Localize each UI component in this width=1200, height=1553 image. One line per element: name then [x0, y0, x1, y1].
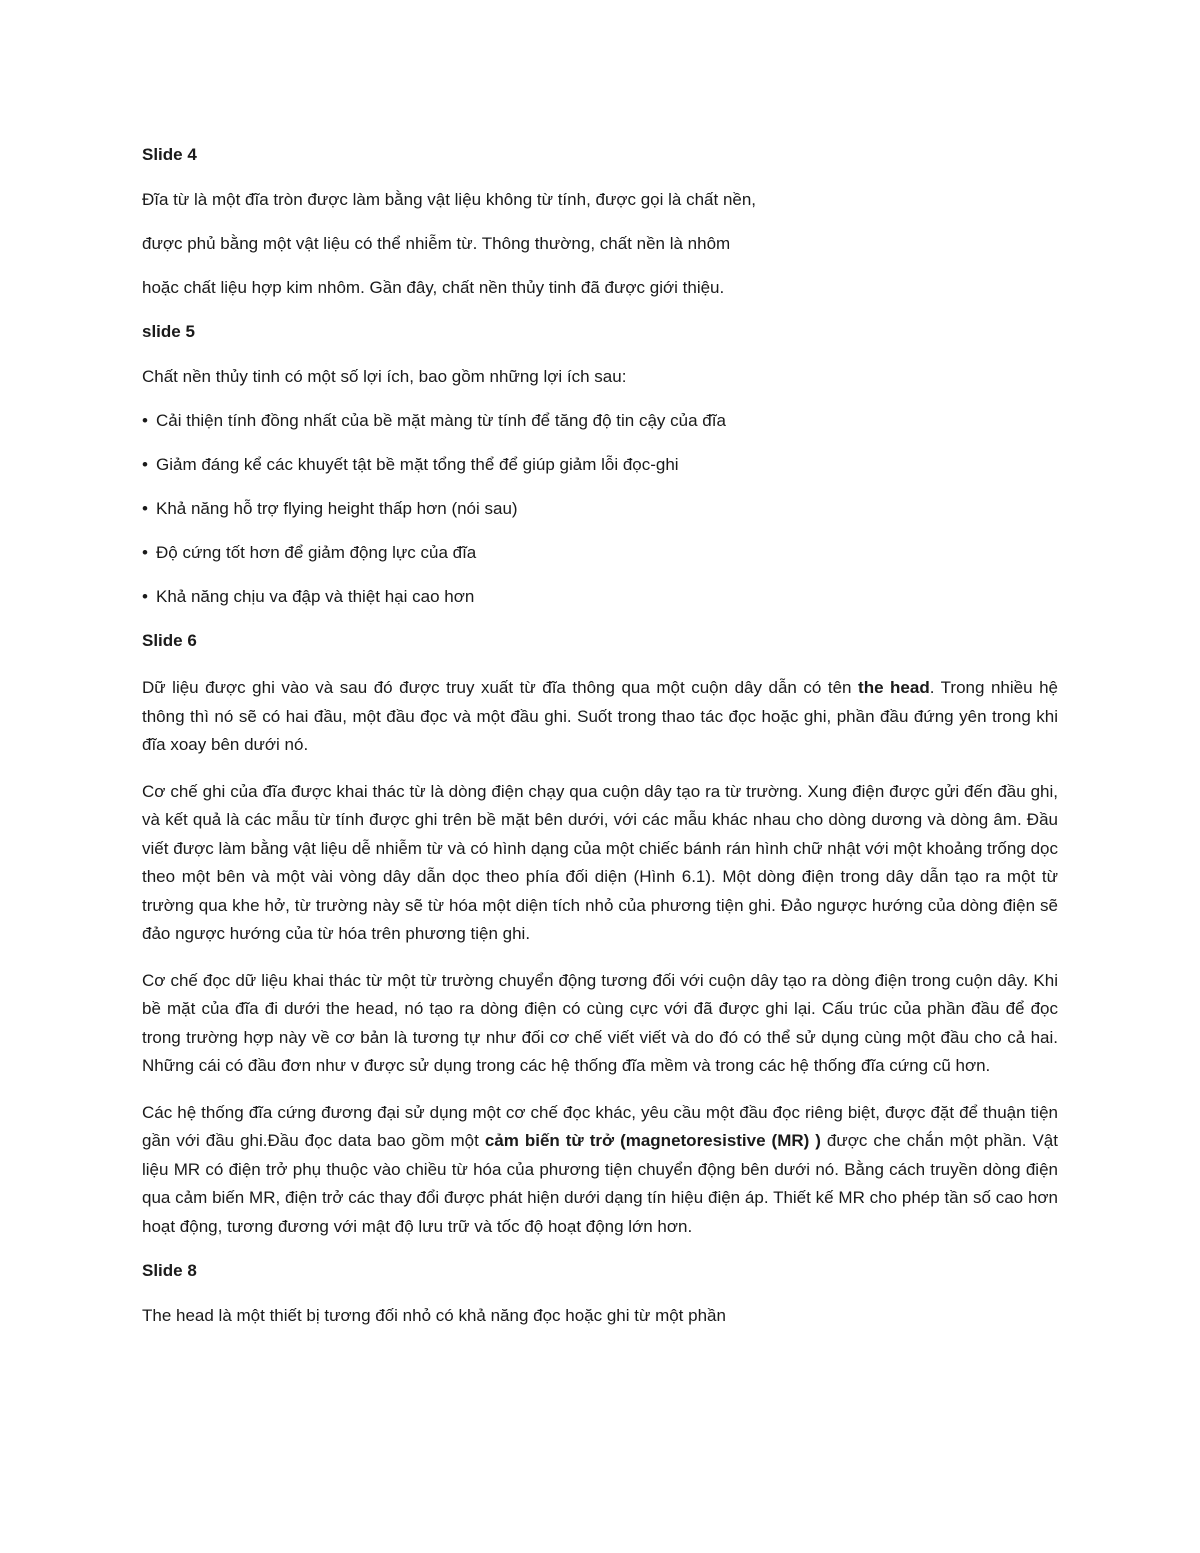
bullet-text: Cải thiện tính đồng nhất của bề mặt màng từ tính để tăng độ tin cậy của đĩa: [156, 411, 726, 430]
bullet-icon: •: [142, 499, 148, 518]
slide-4-line-1: Đĩa từ là một đĩa tròn được làm bằng vật liệu không từ tính, được gọi là chất nền,: [142, 190, 757, 209]
slide-6-paragraph-4: [142, 1099, 1058, 1242]
bullet-text: Độ cứng tốt hơn để giảm động lực của đĩa: [156, 543, 477, 562]
paragraph-text: Dữ liệu được ghi vào và sau đó được truy xuất từ đĩa thông qua một cuộn dây dẫn có tên: [142, 678, 859, 697]
list-item: [142, 409, 1058, 433]
bold-term-mr-sensor: cảm biến từ trở (magnetoresistive (MR) ): [484, 1131, 821, 1150]
slide-5-intro: Chất nền thủy tinh có một số lợi ích, bao gồm những lợi ích sau:: [142, 367, 627, 386]
bullet-text: Khả năng chịu va đập và thiệt hại cao hơn: [156, 587, 475, 606]
slide-5-bullet-list: [142, 409, 1058, 609]
slide-6-paragraph-1: [142, 674, 1058, 760]
slide-8-heading: Slide 8: [142, 1261, 197, 1280]
paragraph-text: được che chắn một phần. Vật liệu MR có điện trở phụ thuộc vào chiều từ hóa của phương tiện chuyển động bên dưới nó. Bằng cách truyền dòng điện qua cảm biến MR, điện trở các thay đổi được phát hiện dưới dạng tín hiệu điện áp. Thiết kế MR cho phép tần số cao hơn hoạt động, tương đương với mật độ lưu trữ và tốc độ hoạt động lớn hơn.: [142, 1131, 1058, 1236]
slide-8-line-1: The head là một thiết bị tương đối nhỏ có khả năng đọc hoặc ghi từ một phần: [142, 1306, 726, 1325]
list-item: [142, 453, 1058, 477]
slide-6-paragraph-3: Cơ chế đọc dữ liệu khai thác từ một từ trường chuyển động tương đối với cuộn dây tạo ra dòng điện trong cuộn dây. Khi bề mặt của đĩa đi dưới the head, nó tạo ra dòng điện có cùng cực với đã được ghi lại. Cấu trúc của phần đầu để đọc trong trường hợp này về cơ bản là tương tự như đối cơ chế viết viết và do đó có thể sử dụng cùng một đầu cho cả hai. Những cái có đầu đơn như v được sử dụng trong các hệ thống đĩa mềm và trong các hệ thống đĩa cứng cũ hơn.: [142, 970, 1058, 1075]
slide-4-line-2: được phủ bằng một vật liệu có thể nhiễm từ. Thông thường, chất nền là nhôm: [142, 234, 731, 253]
list-item: [142, 497, 1058, 521]
bullet-icon: •: [142, 543, 148, 562]
bullet-icon: •: [142, 455, 148, 474]
paragraph-text: . Trong nhiều hệ thông thì nó sẽ có hai đầu, một đầu đọc và một đầu ghi. Suốt trong thao tác đọc hoặc ghi, phần đầu đứng yên trong khi đĩa xoay bên dưới nó.: [142, 678, 1058, 754]
slide-4-heading: Slide 4: [142, 145, 197, 164]
slide-6-paragraph-2: Cơ chế ghi của đĩa được khai thác từ là dòng điện chạy qua cuộn dây tạo ra từ trường. Xung điện được gửi đến đầu ghi, và kết quả là các mẫu từ tính được ghi trên bề mặt bên dưới, với các mẫu khác nhau cho dòng dương và dòng âm. Đầu viết được làm bằng vật liệu dễ nhiễm từ và có hình dạng của một chiếc bánh rán hình chữ nhật với một khoảng trống dọc theo một bên và một vài vòng dây dẫn dọc theo phía đối diện (Hình 6.1). Một dòng điện trong dây dẫn tạo ra một từ trường qua khe hở, từ trường này sẽ từ hóa một diện tích nhỏ của phương tiện ghi. Đảo ngược hướng của dòng điện sẽ đảo ngược hướng của từ hóa trên phương tiện ghi.: [142, 781, 1058, 943]
bullet-icon: •: [142, 411, 148, 430]
bold-term-the-head: the head: [858, 678, 930, 697]
slide-4-line-3: hoặc chất liệu hợp kim nhôm. Gần đây, chất nền thủy tinh đã được giới thiệu.: [142, 278, 725, 297]
bullet-text: Khả năng hỗ trợ flying height thấp hơn (nói sau): [156, 499, 518, 518]
list-item: [142, 541, 1058, 565]
paragraph-text: Các hệ thống đĩa cứng đương đại sử dụng một cơ chế đọc khác, yêu cầu một đầu đọc riêng biệt, được đặt để thuận tiện gần với đầu ghi.Đầu đọc data bao gồm một: [142, 1102, 1058, 1150]
bullet-icon: •: [142, 587, 148, 606]
bullet-text: Giảm đáng kể các khuyết tật bề mặt tổng thể để giúp giảm lỗi đọc-ghi: [156, 455, 679, 474]
slide-6-heading: Slide 6: [142, 631, 197, 650]
slide-5-heading: slide 5: [142, 322, 195, 341]
list-item: [142, 585, 1058, 609]
